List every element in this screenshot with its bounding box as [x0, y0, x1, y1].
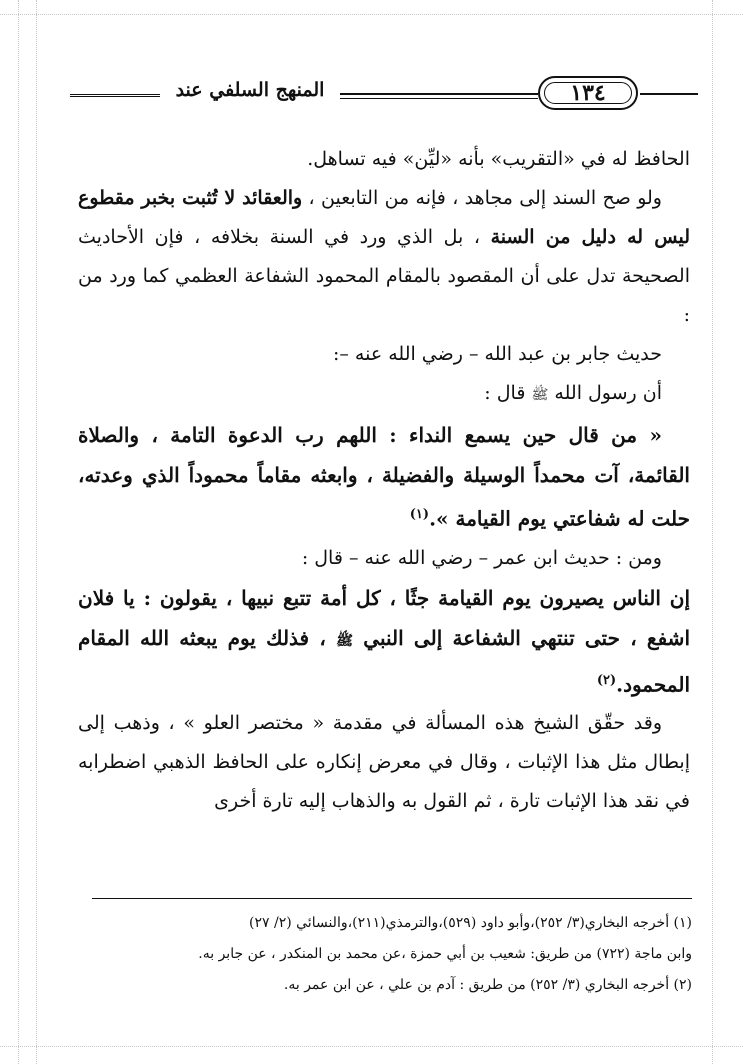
header-rule-middle: [340, 93, 538, 95]
paragraph-4-b: قال :: [484, 382, 526, 404]
guide-line-right: [712, 0, 713, 1064]
page-header: [70, 76, 698, 114]
paragraph-3: حديث جابر بن عبد الله – رضي الله عنه –:: [332, 343, 662, 365]
footnote-rule: [92, 898, 692, 899]
footnote-1-line-1: (١) أخرجه البخاري(٣/ ٢٥٢)،وأبو داود (٥٢٩)،والترمذي(٢١١)،والنسائي (٢/ ٢٧): [249, 915, 692, 931]
footnote-ref-2: (٢): [596, 672, 617, 688]
paragraph-2-plain: ولو صح السند إلى مجاهد ، فإنه من التابعين ،: [308, 187, 662, 209]
paragraph-2: [78, 179, 690, 335]
paragraph-6: وقد حقّق الشيخ هذه المسألة في مقدمة « مختصر العلو » ، وذهب إلى إبطال مثل هذا الإثبات ، وقال في معرض إنكاره على الحافظ الذهبي اضطرابه في نقد هذا الإثبات تارة ، ثم القول به والذهاب إليه تارة أخرى: [78, 712, 690, 813]
paragraph-4: [78, 374, 690, 415]
guide-line-top: [0, 14, 743, 15]
hadith-2-text-b: ، فذلك يوم يبعثه الله المقام المحمود.: [78, 625, 690, 697]
paragraph-2-rest: ، بل الذي ورد في السنة بخلافه ، فإن الأحاديث الصحيحة تدل على أن المقصود بالمقام المحمود الشفاعة العظمي كما ورد من :: [78, 226, 690, 326]
guide-line-bottom: [0, 1046, 743, 1047]
paragraph-5: ومن : حديث ابن عمر – رضي الله عنه – قال :: [301, 546, 662, 569]
guide-line-left-inner: [36, 0, 37, 1064]
hadith-2: [78, 578, 690, 705]
footnote-1-line-2: وابن ماجة (٧٢٢) من طريق: شعيب بن أبي حمزة ،عن محمد بن المنكدر ، عن جابر به.: [198, 946, 692, 962]
paragraph-1: الحافظ له في «التقريب» بأنه «ليِّن» فيه تساهل.: [307, 148, 690, 170]
running-title: المنهج السلفي عند: [162, 79, 338, 101]
header-rule-right: [640, 93, 698, 95]
hadith-2-text-a: إن الناس يصيرون يوم القيامة جثًا ، كل أمة تتبع نبيها ، يقولون : يا فلان اشفع ، حتى تنتهي الشفاعة إلى النبي: [78, 585, 690, 650]
paragraph-2-bold: والعقائد لا تُثبت بخبر مقطوع ليس له دليل من السنة: [78, 187, 690, 248]
header-stub-rule: [70, 94, 160, 97]
hadith-1: [78, 415, 690, 539]
footnotes: [80, 908, 692, 1001]
header-rule-middle-thin: [340, 98, 538, 99]
main-text: [78, 140, 690, 821]
paragraph-4-a: أن رسول الله: [554, 382, 662, 404]
page-number-badge: [538, 76, 638, 110]
page-number: ١٣٤: [570, 80, 606, 106]
salawat-glyph: ﷺ: [531, 387, 549, 403]
footnote-2: (٢) أخرجه البخاري (٣/ ٢٥٢) من طريق : آدم بن علي ، عن ابن عمر به.: [283, 977, 692, 993]
hadith-1-text: « من قال حين يسمع النداء : اللهم رب الدعوة التامة ، والصلاة القائمة، آت محمداً الوسيلة والفضيلة ، وابعثه مقاماً محموداً الذي وعدته، حلت له شفاعتي يوم القيامة ».: [78, 423, 690, 531]
guide-line-left: [18, 0, 19, 1064]
salawat-glyph-2: ﷺ: [336, 632, 354, 649]
footnote-ref-1: (١): [409, 507, 430, 522]
